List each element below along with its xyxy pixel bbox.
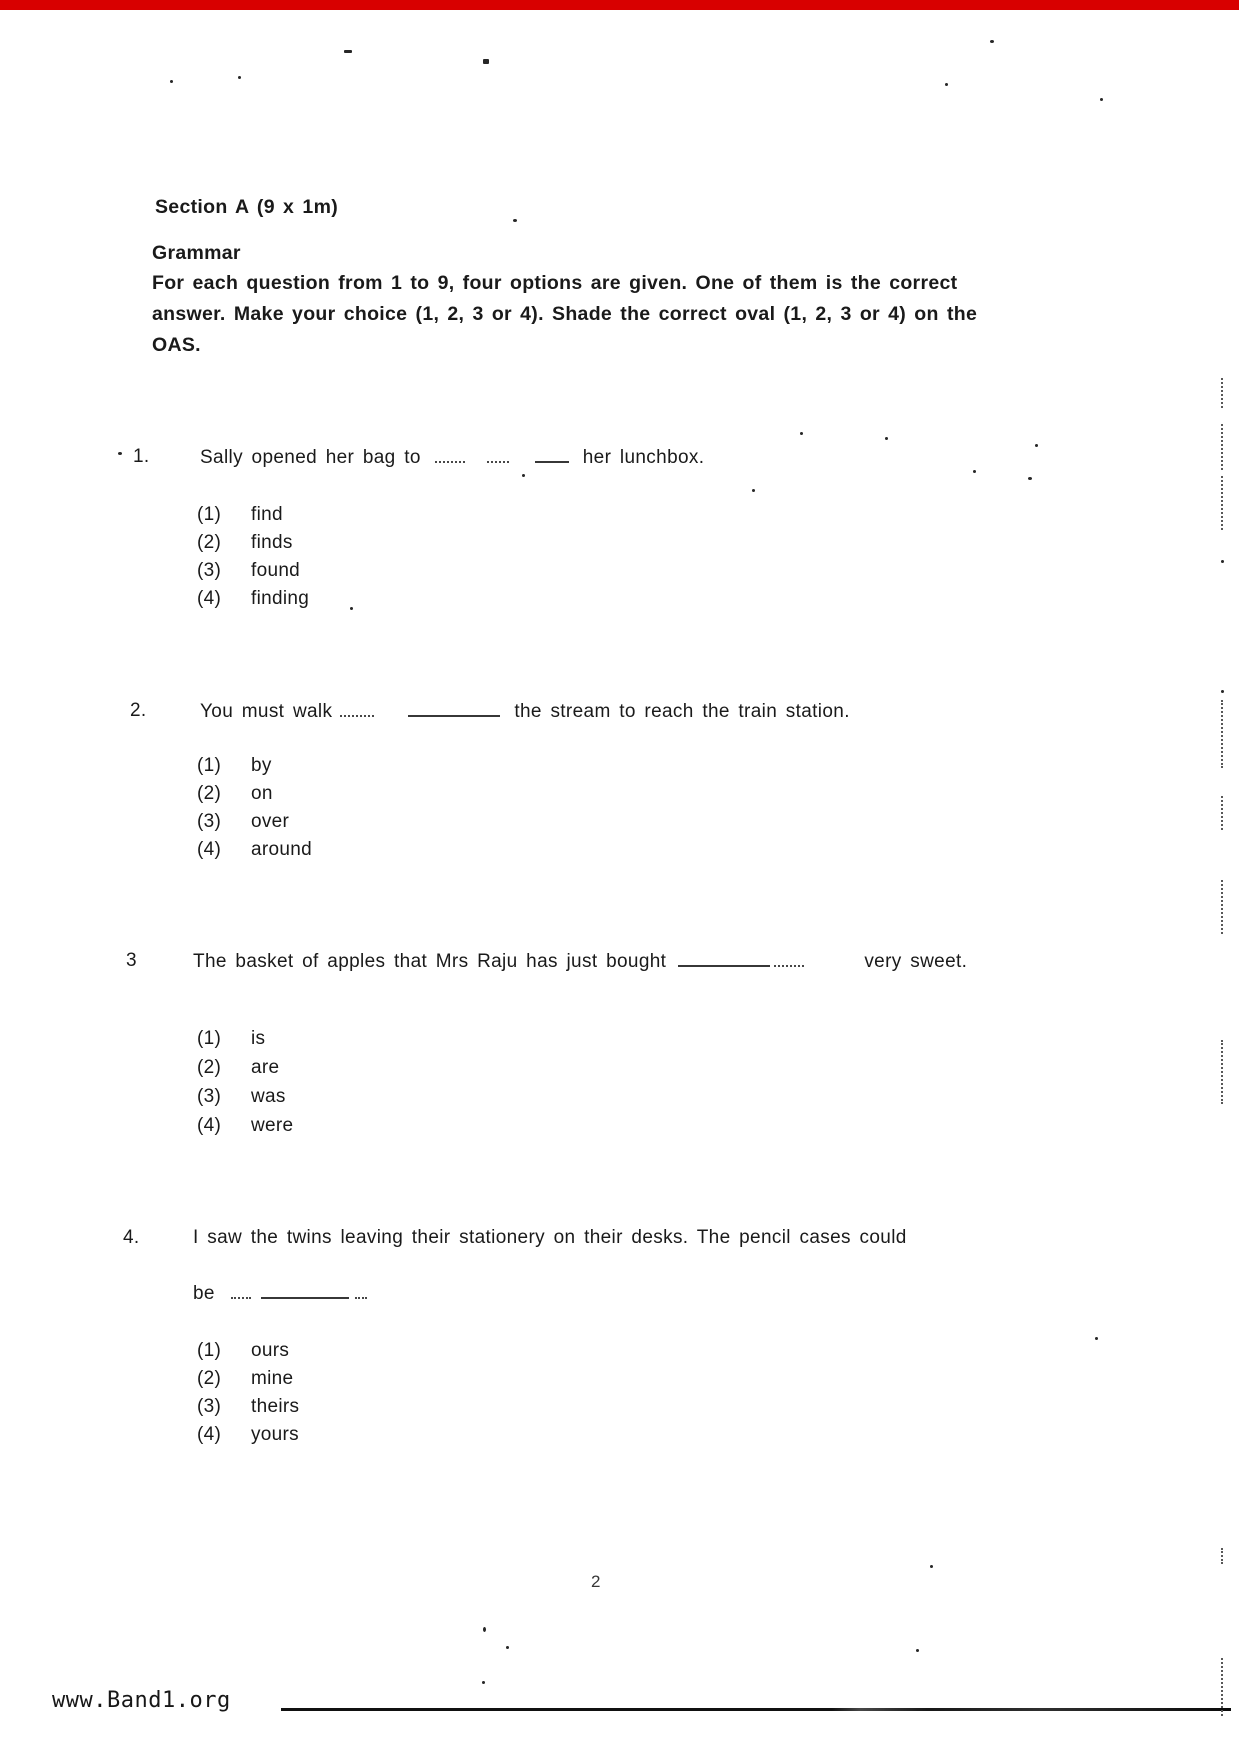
margin-dotted-line bbox=[1221, 1040, 1223, 1104]
margin-dotted-line bbox=[1221, 424, 1223, 470]
scan-speck bbox=[945, 83, 948, 86]
question-blank bbox=[678, 950, 770, 967]
scan-speck bbox=[482, 1681, 485, 1684]
scan-speck bbox=[973, 470, 976, 473]
question-number: 2. bbox=[130, 700, 147, 721]
option-text: by bbox=[251, 755, 272, 776]
margin-dotted-line bbox=[1221, 700, 1223, 768]
option-label: (2) bbox=[197, 1368, 222, 1389]
option-row bbox=[197, 1115, 293, 1137]
option-row bbox=[197, 1424, 299, 1446]
scan-speck bbox=[930, 1565, 933, 1568]
scan-speck bbox=[344, 50, 352, 53]
option-row bbox=[197, 1368, 293, 1390]
scan-speck bbox=[885, 437, 888, 440]
margin-dotted-line bbox=[1221, 378, 1223, 408]
option-label: (4) bbox=[197, 1424, 222, 1445]
question-text-before: Sally opened her bag to bbox=[200, 447, 421, 468]
option-label: (1) bbox=[197, 1028, 222, 1049]
scan-speck bbox=[1221, 560, 1224, 563]
scan-speck bbox=[752, 489, 755, 492]
option-row bbox=[197, 560, 300, 582]
option-row bbox=[197, 1057, 279, 1079]
question-text-after: very sweet. bbox=[864, 951, 968, 972]
question-blank bbox=[487, 446, 509, 463]
option-row bbox=[197, 755, 272, 777]
option-label: (1) bbox=[197, 755, 222, 776]
scan-speck bbox=[1028, 477, 1032, 480]
question-text-before: be bbox=[193, 1283, 215, 1304]
option-text: find bbox=[251, 504, 283, 525]
question-blank bbox=[231, 1282, 251, 1299]
option-row bbox=[197, 783, 273, 805]
question-text-before: The basket of apples that Mrs Raju has just bought bbox=[193, 951, 667, 972]
option-label: (3) bbox=[197, 1396, 222, 1417]
option-label: (4) bbox=[197, 588, 222, 609]
margin-dotted-line bbox=[1221, 476, 1223, 530]
scan-speck bbox=[170, 80, 173, 83]
option-text: theirs bbox=[251, 1396, 300, 1417]
question-number: 4. bbox=[123, 1227, 140, 1248]
scan-speck bbox=[800, 432, 803, 435]
option-label: (2) bbox=[197, 532, 222, 553]
question-text-line2 bbox=[193, 1282, 367, 1305]
option-row bbox=[197, 1340, 289, 1362]
scan-speck bbox=[990, 40, 994, 43]
question-blank bbox=[355, 1282, 367, 1299]
instruction-line: OAS. bbox=[152, 334, 201, 356]
scan-speck bbox=[350, 607, 353, 610]
scan-speck bbox=[238, 76, 241, 79]
option-label: (2) bbox=[197, 1057, 222, 1078]
scan-speck bbox=[916, 1649, 919, 1652]
question-text-after: her lunchbox. bbox=[582, 447, 705, 468]
option-row bbox=[197, 1396, 299, 1418]
scan-speck bbox=[506, 1646, 509, 1649]
option-row bbox=[197, 1086, 286, 1108]
option-text: was bbox=[251, 1086, 286, 1107]
grammar-heading: Grammar bbox=[152, 242, 241, 264]
scan-speck bbox=[1221, 690, 1224, 693]
option-text: were bbox=[251, 1115, 294, 1136]
question-text bbox=[200, 700, 850, 723]
option-label: (4) bbox=[197, 839, 222, 860]
instruction-line: answer. Make your choice (1, 2, 3 or 4). Shade the correct oval (1, 2, 3 or 4) on the bbox=[152, 303, 978, 325]
question-blank bbox=[340, 700, 374, 717]
option-row bbox=[197, 1028, 265, 1050]
scan-speck bbox=[1100, 98, 1103, 101]
option-text: around bbox=[251, 839, 312, 860]
site-watermark: www.Band1.org bbox=[52, 1688, 231, 1713]
option-text: yours bbox=[251, 1424, 299, 1445]
question-blank bbox=[408, 700, 500, 717]
question-text bbox=[200, 446, 704, 469]
option-text: mine bbox=[251, 1368, 294, 1389]
option-text: on bbox=[251, 783, 273, 804]
option-text: found bbox=[251, 560, 301, 581]
page-number: 2 bbox=[591, 1572, 601, 1591]
footer-rule bbox=[281, 1708, 1231, 1711]
scan-speck bbox=[1035, 444, 1038, 447]
option-row bbox=[197, 811, 289, 833]
option-label: (1) bbox=[197, 504, 222, 525]
instructions bbox=[152, 268, 977, 361]
scan-speck bbox=[483, 1627, 486, 1632]
option-text: finding bbox=[251, 588, 310, 609]
option-row bbox=[197, 839, 312, 861]
option-row bbox=[197, 532, 293, 554]
question-text: I saw the twins leaving their stationery on their desks. The pencil cases could bbox=[193, 1227, 907, 1248]
margin-dotted-line bbox=[1221, 796, 1223, 830]
option-row bbox=[197, 504, 283, 526]
option-text: finds bbox=[251, 532, 293, 553]
margin-dotted-line bbox=[1221, 1658, 1223, 1716]
question-blank bbox=[774, 950, 804, 967]
option-label: (2) bbox=[197, 783, 222, 804]
question-blank bbox=[435, 446, 465, 463]
scan-speck bbox=[513, 219, 517, 222]
question-number: 3 bbox=[126, 950, 137, 971]
top-red-banner bbox=[0, 0, 1239, 10]
instruction-line: For each question from 1 to 9, four options are given. One of them is the correct bbox=[152, 272, 958, 294]
option-text: ours bbox=[251, 1340, 290, 1361]
scan-speck bbox=[118, 452, 122, 455]
question-blank bbox=[535, 446, 569, 463]
option-label: (1) bbox=[197, 1340, 222, 1361]
question-number: 1. bbox=[133, 446, 150, 467]
section-title: Section A (9 x 1m) bbox=[155, 196, 338, 218]
option-label: (4) bbox=[197, 1115, 222, 1136]
option-row bbox=[197, 588, 309, 610]
question-blank bbox=[261, 1282, 349, 1299]
margin-dotted-line bbox=[1221, 880, 1223, 934]
question-text-after: the stream to reach the train station. bbox=[514, 701, 850, 722]
option-label: (3) bbox=[197, 560, 222, 581]
scan-speck bbox=[1095, 1337, 1098, 1340]
option-text: is bbox=[251, 1028, 266, 1049]
option-label: (3) bbox=[197, 1086, 222, 1107]
question-text bbox=[193, 950, 967, 973]
margin-dotted-line bbox=[1221, 1548, 1223, 1564]
option-text: over bbox=[251, 811, 290, 832]
option-text: are bbox=[251, 1057, 280, 1078]
scan-speck bbox=[483, 59, 489, 64]
question-text-before: You must walk bbox=[200, 701, 333, 722]
scan-speck bbox=[522, 474, 525, 477]
option-label: (3) bbox=[197, 811, 222, 832]
